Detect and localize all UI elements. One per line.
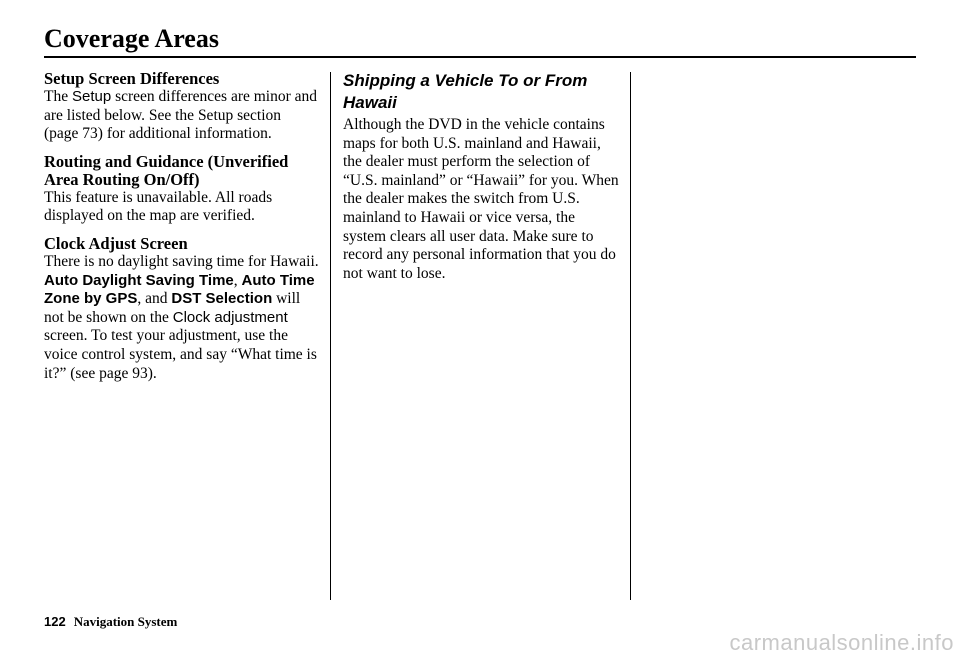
clock-term-auto-timezone: Auto Time Zone by GPS	[44, 271, 315, 308]
page-title: Coverage Areas	[44, 24, 219, 53]
clock-term-auto-dst: Auto Daylight Saving Time	[44, 271, 234, 289]
clock-heading: Clock Adjust Screen	[44, 233, 188, 253]
setup-ui-term: Setup	[71, 88, 112, 105]
clock-body	[44, 253, 319, 383]
watermark: carmanualsonline.info	[729, 630, 954, 655]
routing-section	[44, 153, 319, 226]
page-footer	[44, 614, 177, 630]
setup-text-1: The	[44, 88, 72, 105]
title-divider	[44, 56, 916, 58]
column-divider-left	[330, 72, 331, 600]
clock-text-1: There is no daylight saving time for Hawaii.	[44, 252, 319, 270]
setup-section	[44, 70, 319, 144]
setup-body	[44, 88, 319, 144]
setup-text-2: screen differences are minor and are listed below. See the Setup section (page 73) for additional information.	[44, 88, 318, 143]
column-divider-right	[630, 72, 631, 600]
setup-heading: Setup Screen Differences	[44, 69, 220, 88]
clock-text-3: , and	[137, 290, 172, 308]
shipping-heading: Shipping a Vehicle To or From Hawaii	[343, 71, 588, 112]
page-number: 122	[44, 614, 66, 629]
routing-heading: Routing and Guidance (Unverified Area Routing On/Off)	[44, 151, 289, 189]
left-column	[44, 70, 319, 392]
clock-text-2: ,	[233, 271, 242, 289]
clock-text-4: will not be shown on the	[44, 290, 301, 326]
clock-section	[44, 235, 319, 383]
footer-label: Navigation System	[73, 614, 178, 629]
clock-term-dst-selection: DST Selection	[171, 290, 273, 308]
routing-body: This feature is unavailable. All roads displayed on the map are verified.	[44, 188, 273, 225]
shipping-body: Although the DVD in the vehicle contains maps for both U.S. mainland and Hawaii, the dealer must perform the selection of “U.S. mainland” or “Hawaii” for you. When the dealer makes the switch from U.S. mainland to Hawaii or vice versa, the system clears all user data. Make sure to record any personal information that you do not want to lose.	[343, 116, 619, 282]
right-column	[343, 70, 621, 283]
clock-text-5: screen. To test your adjustment, use the voice control system, and say “What time is it?” (see page 93).	[44, 327, 317, 382]
clock-ui-term: Clock adjustment	[172, 308, 288, 326]
